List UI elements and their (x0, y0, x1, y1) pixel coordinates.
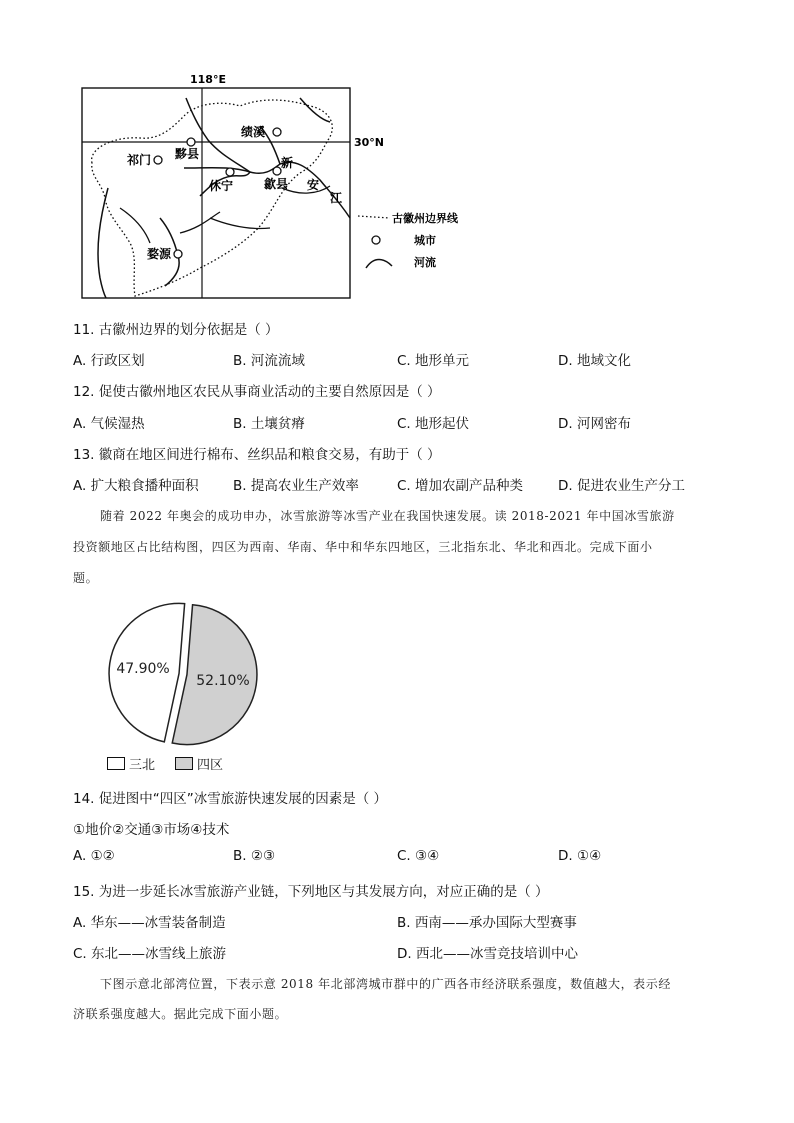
city-symbol-xiuning (226, 168, 234, 176)
lat-label: 30°N (354, 136, 385, 149)
q15-option-d[interactable]: D. 西北——冰雪竞技培训中心 (397, 946, 578, 962)
passage2-line-1: 下图示意北部湾位置，下表示意 2018 年北部湾城市群中的广西各市经济联系强度，数值越大，表示经 (100, 977, 671, 991)
q13-option-a[interactable]: A. 扩大粮食播种面积 (73, 478, 199, 494)
q15-stem: 15. 为进一步延长冰雪旅游产业链，下列地区与其发展方向，对应正确的是（ ） (73, 884, 549, 900)
river-char-2: 安 (307, 178, 320, 192)
legend-border-symbol (358, 216, 390, 218)
city-symbol-yixian (187, 138, 195, 146)
q14-option-d[interactable]: D. ①④ (558, 848, 602, 864)
legend-river-symbol (366, 260, 392, 269)
q11-stem: 11. 古徽州边界的划分依据是（ ） (73, 322, 279, 338)
legend-swatch-siqu (175, 757, 193, 770)
q13-stem: 13. 徽商在地区间进行棉布、丝织品和粮食交易，有助于（ ） (73, 447, 441, 463)
river-east-3 (210, 218, 270, 229)
river-east-2 (282, 186, 330, 193)
river-west (98, 188, 108, 298)
legend-border-label: 古徽州边界线 (392, 212, 458, 225)
city-label-yixian: 黟县 (175, 147, 200, 161)
q11-option-a[interactable]: A. 行政区划 (73, 353, 145, 369)
lon-label: 118°E (190, 73, 226, 86)
legend-label-siqu: 四区 (197, 758, 224, 773)
pie-label-sanbei: 47.90% (116, 661, 170, 678)
city-label-shexian: 歙县 (264, 177, 289, 191)
pie-label-siqu: 52.10% (196, 672, 250, 689)
q11-option-c[interactable]: C. 地形单元 (397, 353, 470, 369)
legend-city-label: 城市 (414, 234, 436, 247)
city-label-wuyuan: 婺源 (147, 247, 172, 261)
pie-chart (95, 598, 275, 778)
river-char-1: 新 (281, 156, 294, 170)
legend-swatch-sanbei (107, 757, 125, 770)
city-symbol-wuyuan (174, 250, 182, 258)
q15-option-a[interactable]: A. 华东——冰雪装备制造 (73, 915, 226, 931)
city-symbol-shexian (273, 167, 281, 175)
q11-option-d[interactable]: D. 地域文化 (558, 353, 631, 369)
q15-option-b[interactable]: B. 西南——承办国际大型赛事 (397, 915, 577, 931)
legend-city-symbol (372, 236, 380, 244)
q12-option-a[interactable]: A. 气候湿热 (73, 416, 145, 432)
q13-option-b[interactable]: B. 提高农业生产效率 (233, 478, 359, 494)
pie-svg (95, 598, 275, 778)
river-east (300, 98, 330, 122)
huizhou-border (92, 100, 333, 296)
legend-label-sanbei: 三北 (129, 758, 156, 773)
q13-option-d[interactable]: D. 促进农业生产分工 (558, 478, 685, 494)
city-symbol-jixi (273, 128, 281, 136)
map-figure (60, 68, 480, 308)
q12-option-d[interactable]: D. 河网密布 (558, 416, 631, 432)
q13-option-c[interactable]: C. 增加农副产品种类 (397, 478, 524, 494)
legend-river-label: 河流 (414, 256, 436, 269)
pie-legend (107, 754, 307, 774)
q12-option-c[interactable]: C. 地形起伏 (397, 416, 470, 432)
passage1-line-3: 题。 (73, 571, 99, 585)
river-west-2 (120, 208, 150, 243)
q14-option-c[interactable]: C. ③④ (397, 848, 440, 864)
q14-option-b[interactable]: B. ②③ (233, 848, 276, 864)
q15-option-c[interactable]: C. 东北——冰雪线上旅游 (73, 946, 227, 962)
passage1-line-2: 投资额地区占比结构图，四区为西南、华南、华中和华东四地区，三北指东北、华北和西北。完成下面小 (73, 540, 653, 554)
q14-stem: 14. 促进图中“四区”冰雪旅游快速发展的因素是（ ） (73, 791, 388, 807)
river-south (180, 212, 220, 233)
q11-option-b[interactable]: B. 河流流域 (233, 353, 305, 369)
q14-option-a[interactable]: A. ①② (73, 848, 115, 864)
q12-stem: 12. 促使古徽州地区农民从事商业活动的主要自然原因是（ ） (73, 384, 441, 400)
passage1-line-1: 随着 2022 年奥会的成功申办，冰雪旅游等冰雪产业在我国快速发展。读 2018-2021 年中国冰雪旅游 (100, 509, 675, 523)
passage2-line-2: 济联系强度越大。据此完成下面小题。 (73, 1007, 288, 1021)
city-label-jixi: 绩溪 (241, 125, 266, 139)
map-svg (60, 68, 480, 308)
city-symbol-qimen (154, 156, 162, 164)
q14-choices: ①地价②交通③市场④技术 (73, 822, 230, 838)
river-char-3: 江 (330, 191, 343, 205)
q12-option-b[interactable]: B. 土壤贫瘠 (233, 416, 305, 432)
city-label-xiuning: 休宁 (209, 179, 234, 193)
city-label-qimen: 祁门 (127, 153, 152, 167)
